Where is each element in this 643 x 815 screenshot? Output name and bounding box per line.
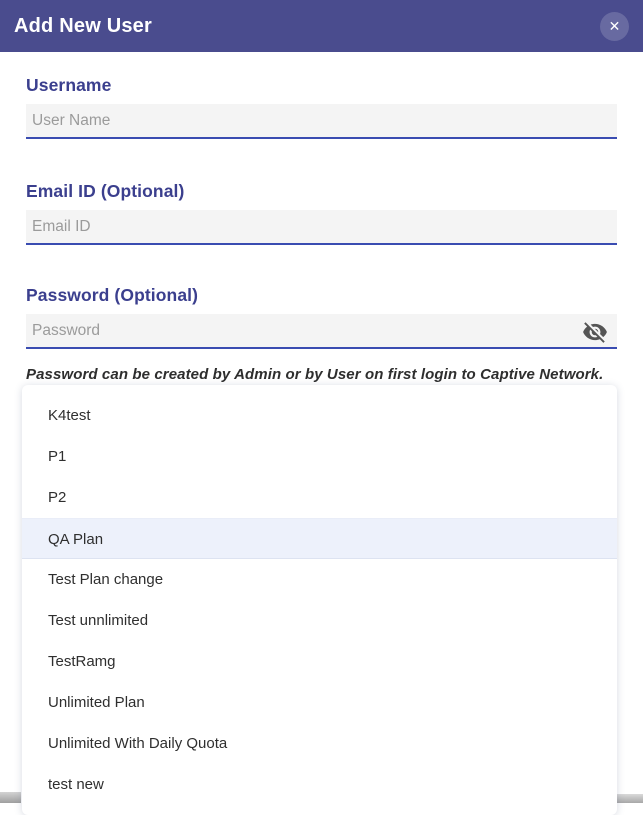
password-input[interactable] — [26, 314, 617, 349]
modal-title: Add New User — [14, 14, 152, 37]
dropdown-item[interactable]: TestRamg — [48, 653, 116, 670]
dropdown-item[interactable]: test new — [48, 776, 104, 793]
password-field-group — [26, 285, 617, 349]
dropdown-item[interactable]: Test Plan change — [48, 571, 164, 588]
visibility-off-icon — [582, 319, 608, 345]
close-button[interactable] — [600, 12, 629, 41]
dropdown-item[interactable]: Unlimited With Daily Quota — [48, 735, 228, 752]
plan-dropdown — [22, 385, 617, 815]
email-field[interactable] — [26, 210, 617, 245]
dropdown-item[interactable]: K4test — [48, 407, 91, 424]
dropdown-item[interactable]: Unlimited Plan — [48, 694, 145, 711]
background-element-edge-left — [0, 792, 21, 803]
username-field-group — [26, 75, 617, 139]
dropdown-item[interactable]: P2 — [48, 489, 67, 506]
close-icon: ✕ — [608, 17, 621, 34]
dropdown-item[interactable]: Test unnlimited — [48, 612, 149, 629]
dropdown-item[interactable]: QA Plan — [22, 518, 617, 559]
username-input[interactable] — [26, 104, 617, 139]
dropdown-item[interactable]: P1 — [48, 448, 67, 465]
username-label: Username — [26, 75, 112, 95]
email-field-group — [26, 181, 617, 245]
password-label: Password (Optional) — [26, 285, 199, 305]
password-visibility-toggle[interactable] — [581, 318, 609, 346]
background-element-edge-right — [617, 794, 643, 803]
password-hint-note: Password can be created by Admin or by User on first login to Captive Network. — [26, 366, 604, 383]
add-user-form — [0, 75, 643, 383]
email-label: Email ID (Optional) — [26, 181, 185, 201]
modal-header — [0, 0, 643, 52]
